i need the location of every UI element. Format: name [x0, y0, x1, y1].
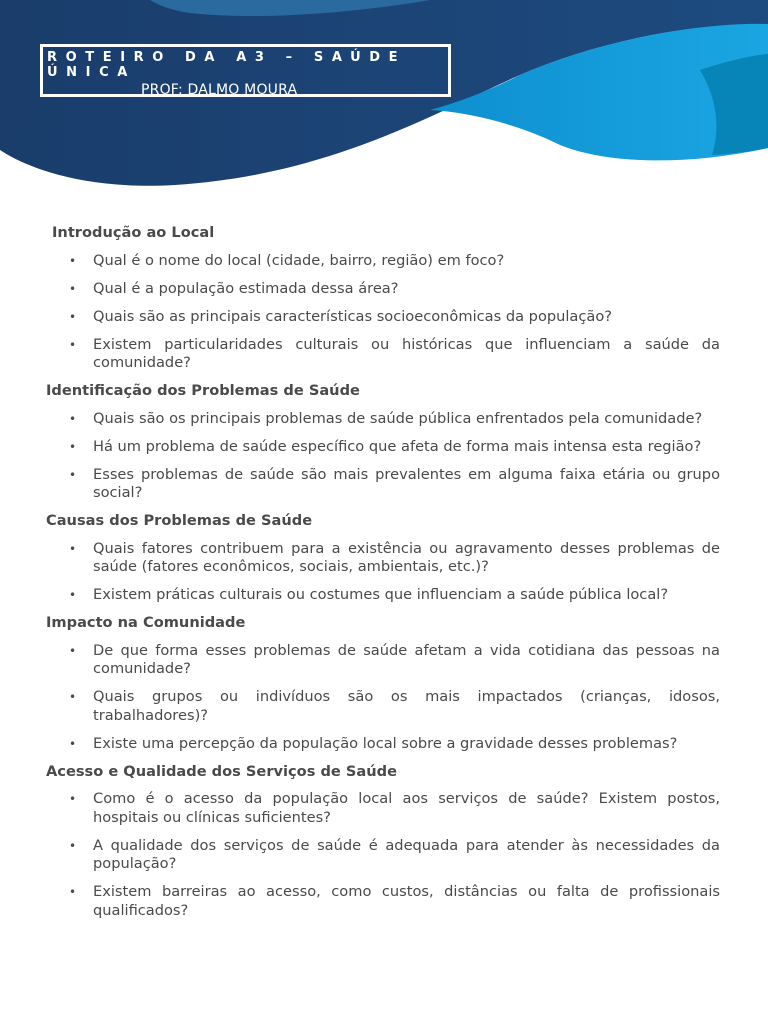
question-list-introducao — [46, 252, 720, 373]
list-item: • Existem barreiras ao acesso, como custos, distâncias ou falta de profissionais qualificados? — [69, 883, 720, 919]
list-item: • Como é o acesso da população local aos serviços de saúde? Existem postos, hospitais ou clínicas suficientes? — [69, 790, 720, 826]
header-wave-graphic — [0, 0, 768, 200]
section-heading-identificacao: Identificação dos Problemas de Saúde — [46, 382, 360, 399]
list-item: • Há um problema de saúde específico que afeta de forma mais intensa esta região? — [69, 437, 702, 455]
list-item: • Quais grupos ou indivíduos são os mais impactados (crianças, idosos, trabalhadores)? — [69, 688, 720, 724]
bullet-icon: • — [69, 838, 77, 853]
question-list-causas — [46, 540, 720, 605]
bullet-icon: • — [69, 411, 77, 426]
bullet-icon: • — [69, 281, 77, 296]
document-title: ROTEIRO DA A3 – SAÚDE ÚNICA — [47, 50, 407, 80]
bullet-icon: • — [69, 736, 77, 751]
document-body — [46, 224, 720, 930]
bullet-icon: • — [69, 792, 77, 806]
bullet-icon: • — [69, 467, 77, 482]
professor-name: PROF: DALMO MOURA — [141, 82, 298, 98]
section-heading-impacto: Impacto na Comunidade — [46, 614, 246, 631]
list-item: • Quais são as principais características socioeconômicas da população? — [69, 307, 613, 325]
bullet-icon: • — [69, 337, 77, 352]
list-item: • Qual é o nome do local (cidade, bairro, região) em foco? — [69, 251, 505, 269]
list-item: • De que forma esses problemas de saúde afetam a vida cotidiana das pessoas na comunidade? — [69, 641, 720, 677]
bullet-icon: • — [69, 588, 77, 602]
bullet-icon: • — [69, 253, 77, 268]
section-heading-acesso: Acesso e Qualidade dos Serviços de Saúde — [46, 762, 397, 780]
question-list-acesso — [46, 790, 720, 920]
list-item: • Qual é a população estimada dessa área? — [69, 279, 399, 297]
list-item: • Existem práticas culturais ou costumes que influenciam a saúde pública local? — [69, 586, 669, 603]
title-box — [40, 44, 451, 97]
bullet-icon: • — [69, 885, 77, 899]
list-item: • Quais fatores contribuem para a existência ou agravamento desses problemas de saúde (fatores econômicos, sociais, ambientais, etc.)? — [69, 539, 720, 575]
list-item: • Quais são os principais problemas de saúde pública enfrentados pela comunidade? — [69, 409, 703, 427]
list-item: • Esses problemas de saúde são mais prevalentes em alguma faixa etária ou grupo social? — [69, 465, 720, 501]
list-item: • A qualidade dos serviços de saúde é adequada para atender às necessidades da população? — [69, 836, 720, 872]
bullet-icon: • — [69, 541, 77, 556]
bullet-icon: • — [69, 643, 77, 658]
list-item: • Existem particularidades culturais ou históricas que influenciam a saúde da comunidade? — [69, 335, 720, 371]
question-list-impacto — [46, 642, 720, 754]
bullet-icon: • — [69, 690, 77, 704]
question-list-identificacao — [46, 410, 720, 503]
section-heading-causas: Causas dos Problemas de Saúde — [46, 512, 313, 529]
list-item: • Existe uma percepção da população local sobre a gravidade desses problemas? — [69, 734, 678, 752]
section-heading-introducao: Introdução ao Local — [52, 224, 215, 241]
bullet-icon: • — [69, 439, 77, 454]
bullet-icon: • — [69, 309, 77, 324]
